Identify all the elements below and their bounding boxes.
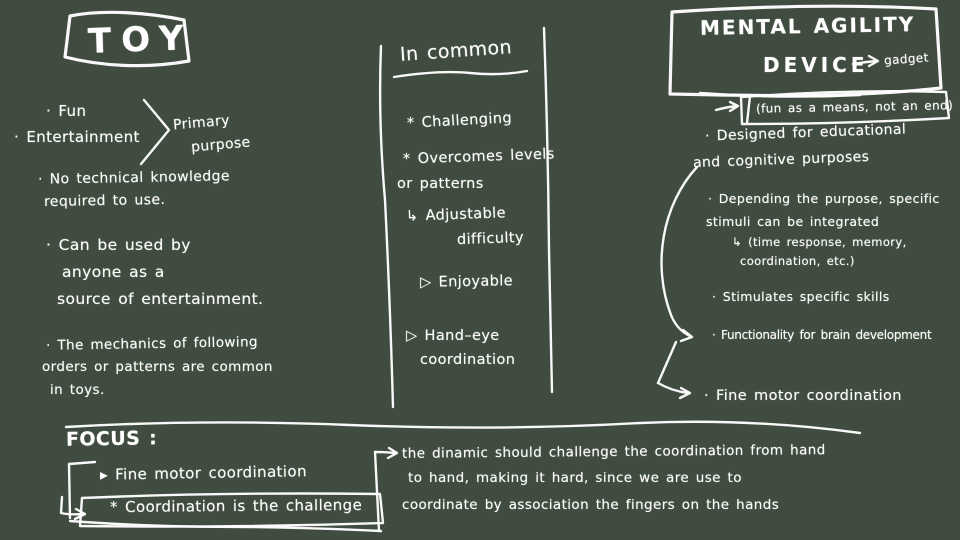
device-stimuli-line2: coordination, etc.) [740,254,855,268]
column-divider-left [380,46,393,407]
toy-knowledge-line1: · No technical knowledge [37,168,231,188]
focus-note-line2: to hand, making it hard, since we are use to [408,470,742,486]
device-depending-line1: · Depending the purpose, specific [708,191,940,206]
toy-anyone-line1: · Can be used by [46,236,191,254]
common-overcomes-line2: or patterns [397,176,484,192]
device-gadget: gadget [883,50,930,68]
focus-divider [66,422,860,433]
focus-title: FOCUS : [65,427,158,451]
in-common-underline [394,71,527,77]
focus-item1: ▸ Fine motor coordination [99,462,308,484]
note-arrow-icon [375,448,397,458]
toy-primary-line1: Primary [172,112,231,134]
toy-mechanics-line1: · The mechanics of following [45,334,259,354]
toy-primary-line2: purpose [190,134,252,156]
focus-note-line1: the dinamic should challenge the coordination from hand [401,442,826,462]
device-designed-line1: · Designed for educational [704,121,907,145]
toy-mechanics-line2: orders or patterns are common [42,359,273,375]
column-divider-right [544,28,552,392]
toy-knowledge-line2: required to use. [43,191,166,211]
brace-icon [141,100,169,164]
common-hand-eye-line1: ▷ Hand–eye [406,328,500,344]
in-common-title: In common [399,36,513,66]
common-adjustable-line2: difficulty [456,229,525,249]
common-enjoyable: ▷ Enjoyable [419,273,514,291]
device-title-line1: MENTAL AGILITY [699,12,916,40]
device-depending-line2: stimuli can be integrated [706,214,880,229]
common-adjustable-line1: ↳ Adjustable [405,205,507,225]
toy-title: TOY [87,18,195,62]
device-brain: · Functionality for brain development [712,328,932,342]
device-designed-line2: and cognitive purposes [692,148,870,172]
common-hand-eye-line2: coordination [420,352,516,368]
fun-means-arrow-icon [716,102,738,111]
common-challenging: * Challenging [406,110,513,132]
device-stimuli-line1: ↳ (time response, memory, [732,235,907,249]
common-overcomes-line1: * Overcomes levels [402,146,555,168]
toy-mechanics-line3: in toys. [50,382,105,398]
device-fun-means: (fun as a means, not an end) [755,98,954,116]
toy-entertainment: · Entertainment [14,128,140,146]
device-fine-motor: · Fine motor coordination [704,388,902,404]
toy-anyone-line2: anyone as a [62,263,165,281]
device-stimulates: · Stimulates specific skills [712,289,890,304]
focus-item2: * Coordination is the challenge [109,495,363,517]
toy-anyone-line3: source of entertainment. [57,290,264,308]
toy-fun: · Fun [46,102,87,120]
focus-hook-arrow-icon [61,497,85,519]
device-brace-icon [658,167,697,398]
device-title-line2: DEVICE [763,53,869,77]
focus-note-line3: coordinate by association the fingers on the hands [402,497,780,513]
